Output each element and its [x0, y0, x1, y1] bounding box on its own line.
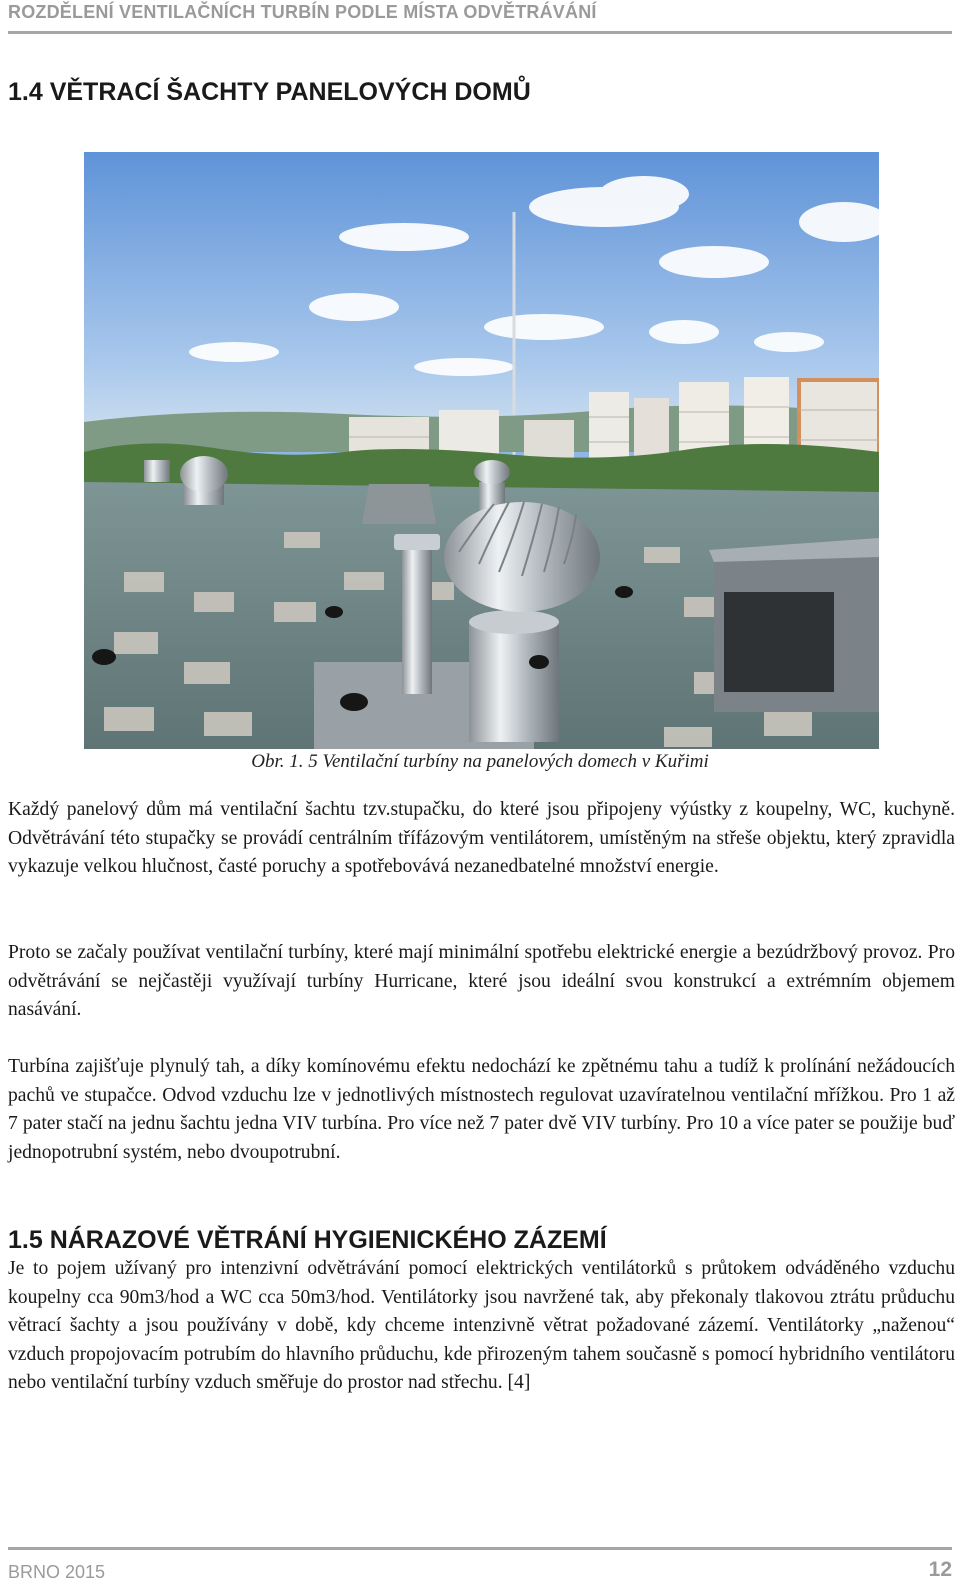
- paragraph: Turbína zajišťuje plynulý tah, a díky komínovému efektu nedochází ke zpětnému tahu a tudíž k prolínání nežádoucích pachů ve stupačce. Odvod vzduchu lze v jednotlivých místnostech regulovat uzavíratelnou ventilační mřížkou. Pro 1 až 7 pater stačí na jednu šachtu jedna VIV turbína. Pro více než 7 pater dvě VIV turbíny. Pro 10 a více pater se použije buď jednopotrubní systém, nebo dvoupotrubní.: [8, 1056, 955, 1163]
- figure-photo-rooftop-turbines: [84, 152, 879, 749]
- figure-caption: Obr. 1. 5 Ventilační turbíny na panelových domech v Kuřimi: [251, 751, 709, 772]
- paragraph: Každý panelový dům má ventilační šachtu tzv.stupačku, do které jsou připojeny výústky z koupelny, WC, kuchyně. Odvětrávání této stupačky se provádí centrálním třífázovým ventilátorem, umístěným na střeše objektu, který zpravidla vykazuje velkou hlučnost, časté poruchy a spotřebovává nezanedbatelné množství energie.: [8, 799, 955, 878]
- section-heading-1-5: 1.5 NÁRAZOVÉ VĚTRÁNÍ HYGIENICKÉHO ZÁZEMÍ: [8, 1226, 607, 1254]
- page-number: 12: [928, 1558, 952, 1581]
- paragraph: Proto se začaly používat ventilační turbíny, které mají minimální spotřebu elektrické energie a bezúdržbový provoz. Pro odvětrávání se nejčastěji využívají turbíny Hurricane, které jsou ideální svou konstrukcí a extrémním objemem nasávání.: [8, 942, 955, 1021]
- footer-place-year: BRNO 2015: [8, 1562, 106, 1582]
- header-divider: [8, 31, 952, 34]
- paragraph: Je to pojem užívaný pro intenzivní odvětrávání pomocí elektrických ventilátorků s průtokem odváděného vzduchu koupelny cca 90m3/hod a WC cca 50m3/hod. Ventilátorky jsou navržené tak, aby překonaly tlakovou ztrátu průduchu větrací šachty a jsou používány v době, kdy chceme intenzivně větrat požadované zázemí. Ventilátorky „naženou“ vzduch propojovacím potrubím do hlavního průduchu, kde přirozeným tahem současně s pomocí hybridního ventilátoru nebo ventilační turbíny vzduch směřuje do prostor nad střechu. [4]: [8, 1258, 955, 1394]
- running-header: ROZDĚLENÍ VENTILAČNÍCH TURBÍN PODLE MÍSTA ODVĚTRÁVÁNÍ: [8, 2, 597, 22]
- footer-divider: [8, 1547, 952, 1550]
- section-heading-1-4: 1.4 VĚTRACÍ ŠACHTY PANELOVÝCH DOMŮ: [8, 78, 531, 106]
